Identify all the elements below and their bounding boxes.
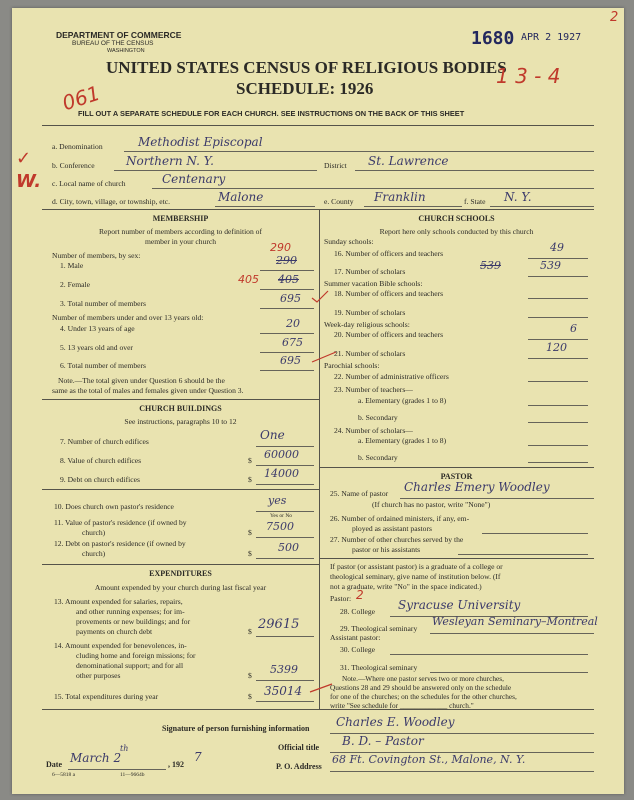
grid-bottom-line bbox=[42, 709, 594, 710]
q27-label-2: pastor or his assistants bbox=[352, 545, 421, 554]
q27-field bbox=[458, 545, 588, 555]
schools-title: CHURCH SCHOOLS bbox=[418, 214, 495, 223]
q23a-label: a. Elementary (grades 1 to 8) bbox=[358, 396, 447, 405]
q31-label: 31. Theological seminary bbox=[340, 663, 418, 672]
q14-dollar-sign: $ bbox=[248, 671, 252, 680]
po-address-label: P. O. Address bbox=[276, 762, 322, 771]
expenditures-title: EXPENDITURES bbox=[149, 569, 212, 578]
state-label: f. State bbox=[464, 197, 486, 206]
q11-value: 7500 bbox=[266, 520, 294, 533]
signature-value: Charles E. Woodley bbox=[336, 715, 455, 729]
q27-label-1: 27. Number of other churches served by the bbox=[330, 535, 464, 544]
q1-struck-value: 290 bbox=[276, 254, 297, 267]
city-value: Malone bbox=[218, 190, 264, 204]
print-code: 11—9664b bbox=[120, 772, 145, 778]
q8-value: 60000 bbox=[264, 448, 299, 461]
q17-label: 17. Number of scholars bbox=[334, 267, 406, 276]
q30-label: 30. College bbox=[340, 645, 376, 654]
year-digit: 7 bbox=[194, 750, 202, 764]
expenditures-subtitle: Amount expended by your church during last fiscal year bbox=[94, 583, 267, 592]
q14-label-1: 14. Amount expended for benevolences, in- bbox=[54, 641, 187, 650]
grid-top-line bbox=[42, 209, 594, 210]
po-address-value: 68 Ft. Covington St., Malone, N. Y. bbox=[332, 753, 526, 766]
graduate-note-3: not a graduate, write "No" in the space indicated.) bbox=[330, 582, 482, 591]
q19-field bbox=[528, 308, 588, 318]
district-label: District bbox=[324, 161, 347, 170]
conference-value: Northern N. Y. bbox=[126, 154, 214, 168]
membership-intro-1: Report number of members according to definition of bbox=[98, 227, 262, 236]
q29-label: 29. Theological seminary bbox=[340, 624, 418, 633]
bureau-city: WASHINGTON bbox=[107, 48, 145, 54]
graduate-note-1: If pastor (or assistant pastor) is a graduate of a college or bbox=[330, 562, 503, 571]
conference-label: b. Conference bbox=[52, 161, 95, 170]
q26-label-2: ployed as assistant pastors bbox=[352, 524, 432, 533]
q18-label: 18. Number of officers and teachers bbox=[334, 289, 444, 298]
q21-value: 120 bbox=[546, 341, 567, 354]
grid-center-divider bbox=[319, 209, 320, 709]
schools-divider bbox=[319, 467, 594, 468]
q3-check-mark bbox=[310, 288, 330, 304]
header-divider bbox=[42, 125, 594, 126]
q2-corrected-value: 405 bbox=[238, 273, 259, 286]
q15-value: 35014 bbox=[264, 684, 303, 698]
q26-field bbox=[482, 524, 588, 534]
q9-dollar-sign: $ bbox=[248, 475, 252, 484]
district-value: St. Lawrence bbox=[368, 154, 449, 168]
q8-dollar-sign: $ bbox=[248, 456, 252, 465]
q23-label: 23. Number of teachers— bbox=[334, 385, 413, 394]
q14-label-4: other purposes bbox=[76, 671, 121, 680]
q5-value: 675 bbox=[282, 336, 303, 349]
q1-label: 1. Male bbox=[60, 261, 84, 270]
official-title-value: B. D. – Pastor bbox=[342, 734, 424, 748]
q11-label-1: 11. Value of pastor's residence (if owned by bbox=[54, 518, 187, 527]
q13-label-1: 13. Amount expended for salaries, repairs, bbox=[54, 597, 183, 606]
under-over-label: Number of members under and over 13 years old: bbox=[52, 313, 204, 322]
q23b-field bbox=[528, 413, 588, 423]
q6-label: 6. Total number of members bbox=[60, 361, 147, 370]
q14-label-3: denominational support; and for all bbox=[76, 661, 184, 670]
q23a-field bbox=[528, 396, 588, 406]
census-schedule-sheet bbox=[12, 8, 624, 794]
margin-letter-mark: W. bbox=[16, 171, 42, 192]
schools-subtitle: Report here only schools conducted by this church bbox=[379, 227, 534, 236]
q18-field bbox=[528, 289, 588, 299]
q25-label: 25. Name of pastor bbox=[330, 489, 389, 498]
pastor-note-4: write "See schedule for _____________ church." bbox=[330, 701, 474, 710]
membership-note-2: same as the total of males and females given under Question 3. bbox=[52, 386, 244, 395]
pastor-sub-label: Pastor: bbox=[330, 594, 352, 603]
members-by-sex-label: Number of members, by sex: bbox=[52, 251, 141, 260]
q12-label-2: church) bbox=[82, 549, 106, 558]
q20-value: 6 bbox=[570, 322, 577, 335]
q16-label: 16. Number of officers and teachers bbox=[334, 249, 444, 258]
q5-label: 5. 13 years old and over bbox=[60, 343, 133, 352]
q31-field bbox=[430, 663, 588, 673]
margin-check-mark: ✓ bbox=[16, 148, 32, 169]
date-value: March 2 bbox=[70, 751, 122, 765]
q15-dollar-sign: $ bbox=[248, 692, 252, 701]
q13-value: 29615 bbox=[258, 617, 300, 632]
q7-label: 7. Number of church edifices bbox=[60, 437, 149, 446]
pastor-note-2: Questions 28 and 29 should be answered only on the schedule bbox=[330, 683, 512, 692]
membership-title: MEMBERSHIP bbox=[152, 214, 209, 223]
q9-value: 14000 bbox=[264, 467, 299, 480]
q21-label: 21. Number of scholars bbox=[334, 349, 406, 358]
county-value: Franklin bbox=[374, 190, 426, 204]
q19-label: 19. Number of scholars bbox=[334, 308, 406, 317]
q10-label: 10. Does church own pastor's residence bbox=[54, 502, 174, 511]
pastor-note-3: for one of the churches; on the schedules for the other churches, bbox=[330, 692, 517, 701]
summer-schools-label: Summer vacation Bible schools: bbox=[324, 279, 423, 288]
q28-value: Syracuse University bbox=[398, 598, 521, 612]
q24a-field bbox=[528, 436, 588, 446]
q28-label: 28. College bbox=[340, 607, 376, 616]
expenditures-divider bbox=[42, 564, 319, 565]
graduate-note-2: theological seminary, give name of institution below. (If bbox=[330, 572, 501, 581]
q14-label-2: cluding home and foreign missions; for bbox=[76, 651, 196, 660]
q14-value: 5399 bbox=[270, 663, 298, 676]
buildings-divider bbox=[42, 489, 319, 490]
q23b-label: b. Secondary bbox=[358, 413, 398, 422]
parochial-schools-label: Parochial schools: bbox=[324, 361, 380, 370]
signature-label: Signature of person furnishing information bbox=[162, 724, 310, 733]
q1-corrected-value: 290 bbox=[270, 241, 291, 254]
handwritten-code-left: 061 bbox=[59, 80, 103, 116]
q3-label: 3. Total number of members bbox=[60, 299, 147, 308]
q3-value: 695 bbox=[280, 292, 301, 305]
q30-field bbox=[390, 645, 588, 655]
pastor-divider bbox=[319, 558, 594, 559]
date-ordinal-suffix: th bbox=[120, 744, 129, 753]
corner-mark: 2 bbox=[610, 10, 619, 25]
membership-note-1: Note.—The total given under Question 6 should be the bbox=[58, 376, 225, 385]
q6-value: 695 bbox=[280, 354, 301, 367]
q12-value: 500 bbox=[278, 541, 299, 554]
q15-check-mark bbox=[308, 680, 334, 696]
q11-dollar-sign: $ bbox=[248, 528, 252, 537]
date-label: Date bbox=[46, 760, 62, 769]
membership-intro-2: member in your church bbox=[144, 237, 217, 246]
q20-field bbox=[528, 330, 588, 340]
q12-dollar-sign: $ bbox=[248, 549, 252, 558]
handwritten-code-right: 1 3 - 4 bbox=[496, 64, 561, 88]
pastor-note-1: Note.—Where one pastor serves two or more churches, bbox=[342, 674, 504, 683]
q17-value: 539 bbox=[540, 259, 561, 272]
q2-struck-value: 405 bbox=[278, 273, 299, 286]
pastor-title: PASTOR bbox=[440, 472, 473, 481]
q24b-field bbox=[528, 453, 588, 463]
local-name-value: Centenary bbox=[162, 172, 226, 186]
assistant-pastor-label: Assistant pastor: bbox=[330, 633, 381, 642]
membership-divider bbox=[42, 399, 319, 400]
q13-dollar-sign: $ bbox=[248, 627, 252, 636]
q20-label: 20. Number of officers and teachers bbox=[334, 330, 444, 339]
q10-yes-or-no-hint: Yes or No bbox=[270, 513, 293, 519]
local-name-label: c. Local name of church bbox=[52, 179, 126, 188]
q8-label: 8. Value of church edifices bbox=[60, 456, 142, 465]
denomination-value: Methodist Episcopal bbox=[138, 135, 263, 149]
q10-value: yes bbox=[268, 494, 287, 507]
q4-label: 4. Under 13 years of age bbox=[60, 324, 135, 333]
q24-label: 24. Number of scholars— bbox=[334, 426, 413, 435]
receipt-stamp-number: 1680 bbox=[471, 28, 515, 49]
buildings-title: CHURCH BUILDINGS bbox=[139, 404, 222, 413]
weekday-schools-label: Week-day religious schools: bbox=[324, 320, 410, 329]
state-value: N. Y. bbox=[504, 190, 532, 204]
pastor-red-mark: 2 bbox=[356, 588, 364, 602]
form-title: UNITED STATES CENSUS OF RELIGIOUS BODIES bbox=[106, 58, 507, 77]
bureau-name: BUREAU OF THE CENSUS bbox=[72, 40, 154, 47]
q29-value: Wesleyan Seminary–Montreal bbox=[432, 615, 598, 628]
q15-label: 15. Total expenditures during year bbox=[54, 692, 159, 701]
q6-check-mark bbox=[310, 348, 340, 368]
q11-label-2: church) bbox=[82, 528, 106, 537]
q2-label: 2. Female bbox=[60, 280, 90, 289]
county-label: e. County bbox=[324, 197, 354, 206]
buildings-subtitle: See instructions, paragraphs 10 to 12 bbox=[124, 417, 237, 426]
q24b-label: b. Secondary bbox=[358, 453, 398, 462]
q7-value: One bbox=[260, 428, 285, 442]
year-prefix: , 192 bbox=[168, 760, 184, 769]
q16-value: 49 bbox=[550, 241, 564, 254]
city-label: d. City, town, village, or township, etc. bbox=[52, 197, 171, 206]
sunday-schools-label: Sunday schools: bbox=[324, 237, 374, 246]
denomination-label: a. Denomination bbox=[52, 142, 103, 151]
q13-label-4: payments on church debt bbox=[76, 627, 153, 636]
q22-label: 22. Number of administrative officers bbox=[334, 372, 449, 381]
q25-value: Charles Emery Woodley bbox=[404, 480, 550, 494]
q25-note: (If church has no pastor, write "None") bbox=[372, 500, 491, 509]
q24a-label: a. Elementary (grades 1 to 8) bbox=[358, 436, 447, 445]
q22-field bbox=[528, 372, 588, 382]
form-number: 6—5818 a bbox=[52, 772, 76, 778]
q12-label-1: 12. Debt on pastor's residence (if owned by bbox=[54, 539, 186, 548]
q13-label-3: provements or new buildings; and for bbox=[76, 617, 191, 626]
q17-struck-value: 539 bbox=[480, 259, 501, 272]
receipt-stamp-date: APR 2 1927 bbox=[521, 32, 582, 43]
q13-label-2: and other running expenses; for im- bbox=[76, 607, 185, 616]
instruction-line: FILL OUT A SEPARATE SCHEDULE FOR EACH CHURCH. SEE INSTRUCTIONS ON THE BACK OF THIS SHEET bbox=[78, 109, 465, 118]
q9-label: 9. Debt on church edifices bbox=[60, 475, 140, 484]
department-name: DEPARTMENT OF COMMERCE bbox=[56, 30, 182, 40]
official-title-label: Official title bbox=[278, 743, 320, 752]
q4-value: 20 bbox=[286, 317, 300, 330]
form-subtitle: SCHEDULE: 1926 bbox=[236, 79, 374, 98]
q26-label-1: 26. Number of ordained ministers, if any, em- bbox=[330, 514, 470, 523]
